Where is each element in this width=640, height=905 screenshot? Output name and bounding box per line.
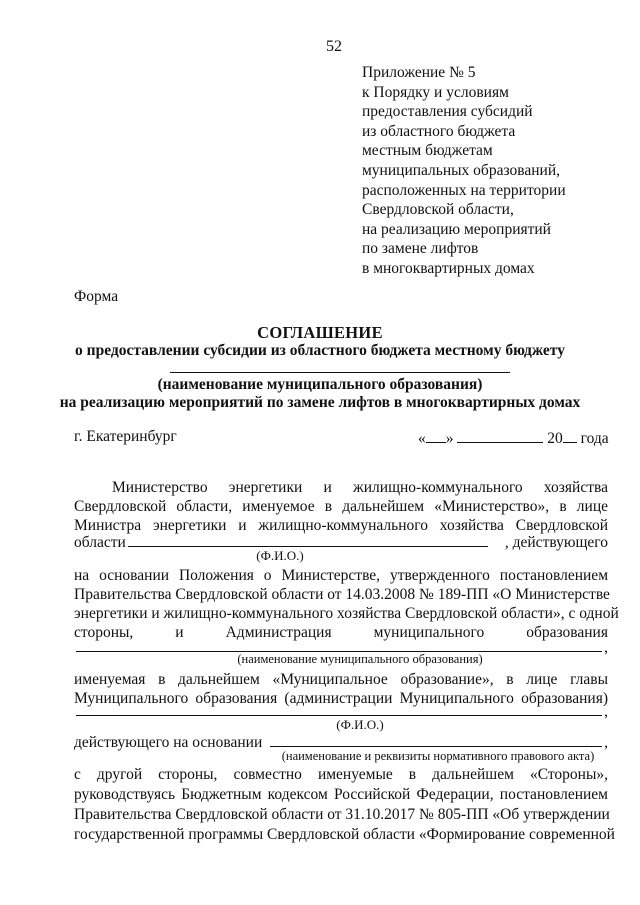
body-line: на основании Положения о Министерстве, утвержденного постановлением (74, 567, 608, 584)
body-line: Министра энергетики и жилищно-коммунального хозяйства Свердловской (74, 517, 608, 534)
body-line: Правительства Свердловской области от 14.03.2008 № 189-ПП «О Министерстве (74, 586, 610, 603)
year-blank (563, 428, 577, 443)
month-blank (457, 428, 543, 443)
appendix-line: Приложение № 5 (362, 64, 476, 81)
municipality-blank (76, 639, 602, 652)
body-line: государственной программы Свердловской области «Формирование современной (74, 826, 615, 843)
body-line: стороны, и Администрация муниципального образования (74, 624, 608, 641)
year-suffix: года (580, 430, 609, 447)
signatory-blank (128, 534, 488, 547)
body-text: области (74, 534, 126, 551)
head-name-blank (76, 703, 602, 716)
document-title: СОГЛАШЕНИЕ (257, 323, 383, 342)
body-text: , действующего (504, 534, 608, 551)
appendix-line: по замене лифтов (362, 240, 479, 258)
date-open-quote: « (418, 430, 426, 447)
body-text: , (604, 734, 608, 751)
body-line: Муниципального образования (администрации Муниципального образования) (74, 690, 608, 707)
body-line: Свердловской области, именуемое в дальнейшем «Министерство», в лице (74, 498, 608, 515)
agreement-purpose: на реализацию мероприятий по замене лифтов в многоквартирных домах (59, 394, 581, 411)
appendix-line: расположенных на территории (362, 181, 566, 199)
city-label: г. Екатеринбург (74, 428, 177, 445)
appendix-line: муниципальных образований, (362, 161, 560, 179)
body-line: с другой стороны, совместно именуемые в дальнейшем «Стороны», (74, 766, 608, 783)
date-close-quote: » (445, 430, 454, 447)
body-text: , (604, 703, 608, 720)
body-line: именуемая в дальнейшем «Муниципальное образование», в лице главы (74, 671, 608, 688)
municipality-caption: (наименование муниципального образования) (157, 376, 483, 393)
fio-caption: (Ф.И.О.) (336, 717, 384, 732)
municipality-blank-line (170, 372, 510, 373)
legal-act-blank (270, 734, 602, 747)
appendix-line: Свердловской области, (362, 201, 514, 219)
appendix-line: к Порядку и условиям (362, 83, 509, 101)
body-text: действующего на основании (74, 734, 263, 751)
appendix-line: местным бюджетам (362, 142, 493, 160)
appendix-line: на реализацию мероприятий (362, 220, 551, 238)
form-label: Форма (74, 288, 119, 305)
body-text: , (604, 639, 608, 656)
appendix-block (362, 63, 566, 279)
appendix-line: из областного бюджета (362, 122, 516, 140)
appendix-line: в многоквартирных домах (362, 259, 535, 277)
legal-act-caption: (наименование и реквизиты нормативного правового акта) (281, 749, 595, 763)
body-line: руководствуясь Бюджетным кодексом Российской Федерации, постановлением (74, 786, 608, 803)
fio-caption: (Ф.И.О.) (256, 548, 304, 563)
day-blank (426, 428, 446, 443)
year-prefix: 20 (547, 430, 563, 447)
body-line: Правительства Свердловской области от 31.10.2017 № 805-ПП «Об утверждении (74, 806, 610, 823)
municipality-name-caption: (наименование муниципального образования) (237, 652, 483, 666)
body-line: Министерство энергетики и жилищно-коммунального хозяйства (112, 479, 608, 496)
document-subtitle: о предоставлении субсидии из областного бюджета местному бюджету (75, 342, 565, 359)
appendix-line: предоставления субсидий (362, 103, 533, 121)
date-field (418, 428, 609, 448)
body-line: энергетики и жилищно-коммунального хозяйства Свердловской области», с одной (74, 605, 619, 622)
page-number: 52 (326, 38, 342, 55)
